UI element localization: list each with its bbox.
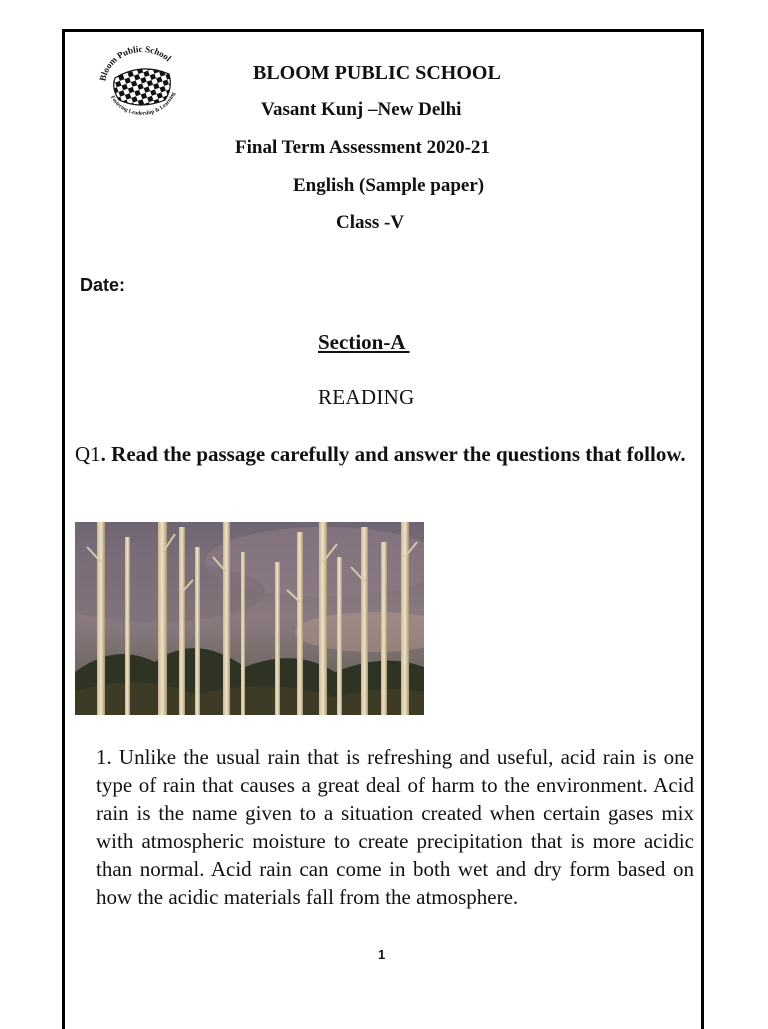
page-number: 1 [378, 947, 386, 962]
section-subtitle: READING [318, 385, 415, 409]
date-label: Date: [80, 275, 126, 295]
reading-passage: 1. Unlike the usual rain that is refreshing and useful, acid rain is one type of rain that causes a great deal of harm to the environment. Acid rain is the name given to a situation created when certain gases mix with atmospheric moisture to create precipitation that is more acidic than normal. Acid rain can come in both wet and dry form based on how the acidic materials fall from the atmosphere. [96, 745, 694, 909]
school-logo [95, 42, 188, 124]
class-label: Class -V [336, 212, 405, 233]
school-location: Vasant Kunj –New Delhi [261, 99, 462, 120]
svg-text:Bloom Public School: Bloom Public School [97, 43, 174, 83]
question-1 [75, 441, 695, 468]
svg-text:Fostering Leadership & Learnin: Fostering Leadership & Learning [109, 91, 177, 117]
question-number: Q1 [75, 442, 101, 466]
dead-trees-photo [75, 522, 424, 715]
question-text: . Read the passage carefully and answer the questions that follow. [100, 442, 686, 466]
assessment-title: Final Term Assessment 2020-21 [235, 137, 490, 158]
section-title: Section-A [318, 330, 410, 354]
school-name: BLOOM PUBLIC SCHOOL [253, 62, 501, 84]
subject-title: English (Sample paper) [293, 175, 485, 196]
